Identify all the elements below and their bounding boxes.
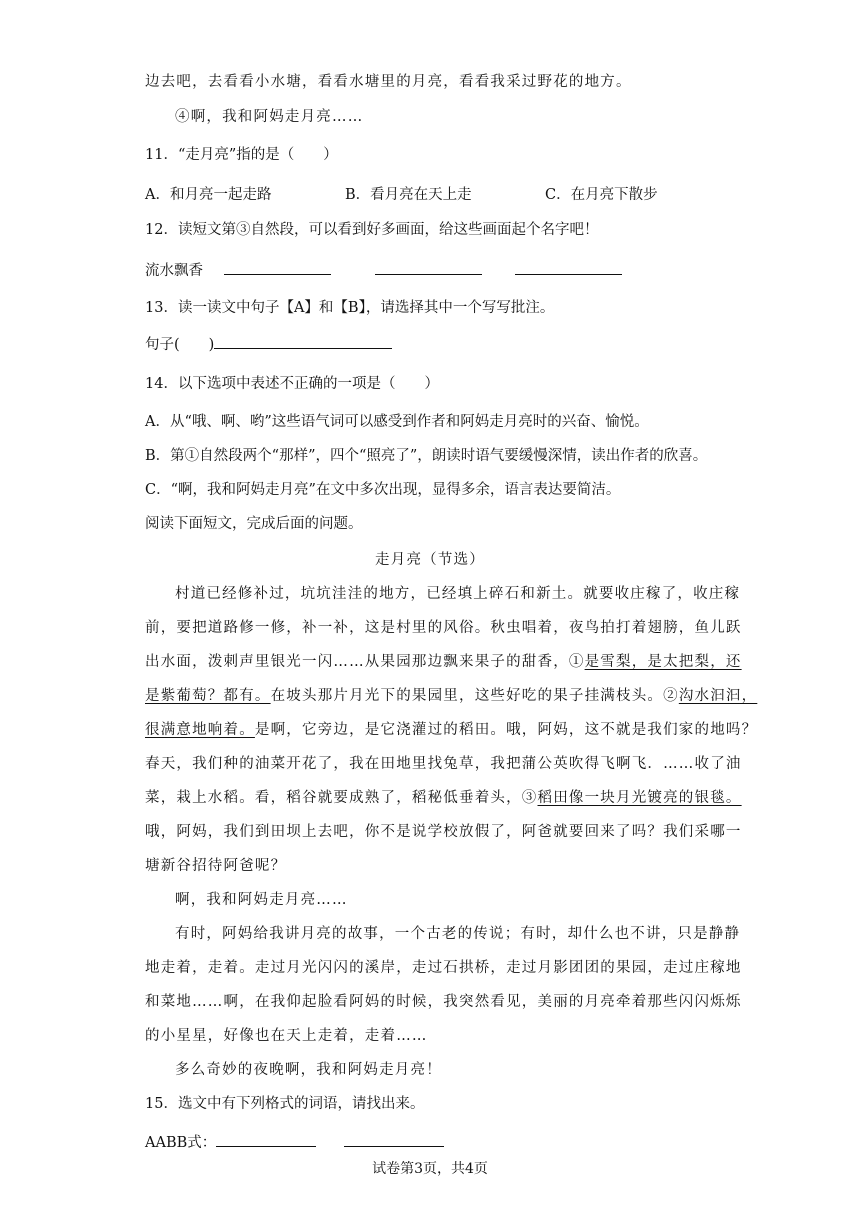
option-a[interactable]: A．和月亮一起走路 xyxy=(145,187,272,203)
underlined-sentence-1-end: 是紫葡萄？都有。 xyxy=(145,688,271,704)
answer-blank-2[interactable] xyxy=(375,260,482,275)
option-b[interactable]: B．看月亮在天上走 xyxy=(345,187,472,203)
passage-line xyxy=(145,686,757,706)
text-span: 是啊，它旁边，是它浇灌过的稻田。哦，阿妈，这不就是我们家的地吗？ xyxy=(254,722,758,738)
answer-blank-1[interactable] xyxy=(224,260,331,275)
underlined-sentence-1: 是雪梨，是太把梨，还 xyxy=(584,654,742,670)
underlined-sentence-2-end: 很满意地响着。 xyxy=(145,722,255,738)
passage-paragraph: 多么奇妙的夜晚啊，我和阿妈走月亮！ xyxy=(175,1062,442,1078)
answer-blank-1[interactable] xyxy=(216,1132,316,1147)
annotation-blank[interactable] xyxy=(214,334,392,349)
text-span: 出水面，泼刺声里银光一闪……从果园那边飘来果子的甜香，① xyxy=(145,654,585,670)
text-span: 在坡头那片月光下的果园里，这些好吃的果子挂满枝头。② xyxy=(270,688,679,704)
underlined-sentence-2: 沟水汩汩， xyxy=(678,688,758,704)
passage-line: 前，要把道路修一修，补一补，这是村里的风俗。秋虫唱着，夜鸟拍打着翅膀，鱼儿跃 xyxy=(145,620,742,636)
passage-paragraph-4: ④啊，我和阿妈走月亮…… xyxy=(175,109,364,125)
page-footer: 试卷第3页，共4页 xyxy=(372,1161,488,1177)
question-11-stem: 11．“走月亮”指的是（ ） xyxy=(145,147,338,163)
question-14-option-b[interactable]: B．第①自然段两个“那样”，四个“照亮了”，朗读时语气要缓慢深情，读出作者的欣喜。 xyxy=(145,448,708,464)
question-11-options xyxy=(145,185,658,205)
question-12-answer-row xyxy=(145,260,622,281)
passage-line: 的小星星，好像也在天上走着，走着…… xyxy=(145,1028,428,1044)
answer-blank-2[interactable] xyxy=(344,1132,444,1147)
passage-line xyxy=(145,652,742,672)
answer-blank-3[interactable] xyxy=(515,260,622,275)
passage-line xyxy=(145,720,757,740)
underlined-sentence-3: 稻田像一块月光镀亮的银毯。 xyxy=(537,790,742,806)
question-15-stem: 15．选文中有下列格式的词语，请找出来。 xyxy=(145,1096,425,1112)
text-span: 菜，栽上水稻。看，稻谷就要成熟了，稻秘低垂着头，③ xyxy=(145,790,538,806)
question-14-stem: 14．以下选项中表述不正确的一项是（ ） xyxy=(145,376,439,392)
question-14-option-a[interactable]: A．从“哦、啊、哟”这些语气词可以感受到作者和阿妈走月亮时的兴奋、愉悦。 xyxy=(145,414,649,430)
question-12-stem: 12．读短文第③自然段，可以看到好多画面，给这些画面起个名字吧！ xyxy=(145,222,599,238)
passage-line: 和菜地……啊，在我仰起脸看阿妈的时候，我突然看见，美丽的月亮牵着那些闪闪烁烁 xyxy=(145,994,742,1010)
option-c[interactable]: C．在月亮下散步 xyxy=(545,187,658,203)
passage-line xyxy=(145,788,742,808)
question-13-answer-row xyxy=(145,334,392,355)
example-title: 流水飘香 xyxy=(145,263,203,279)
passage-line: 地走着，走着。走过月光闪闪的溪岸，走过石拱桥，走过月影团团的果园，走过庄稼地 xyxy=(145,960,742,976)
passage-paragraph: 啊，我和阿妈走月亮…… xyxy=(175,892,348,908)
passage-line: 哦，阿妈，我们到田坝上去吧，你不是说学校放假了，阿爸就要回来了吗？我们采哪一 xyxy=(145,824,742,840)
reading-instruction: 阅读下面短文，完成后面的问题。 xyxy=(145,516,363,532)
passage-line: 塘新谷招待阿爸呢？ xyxy=(145,858,287,874)
passage-line: 边去吧，去看看小水塘，看看水塘里的月亮，看看我采过野花的地方。 xyxy=(145,74,632,90)
sentence-choice: 句子( ) xyxy=(145,337,215,353)
passage-line: 春天，我们种的油菜开花了，我在田地里找兔草，我把蒲公英吹得飞啊飞．……收了油 xyxy=(145,756,742,772)
passage-line: 有时，阿妈给我讲月亮的故事，一个古老的传说；有时，却什么也不讲，只是静静 xyxy=(175,926,741,942)
question-13-stem: 13．读一读文中句子【A】和【B】，请选择其中一个写写批注。 xyxy=(145,300,555,316)
passage-title: 走月亮（节选） xyxy=(375,552,485,568)
question-14-option-c[interactable]: C．“啊，我和阿妈走月亮”在文中多次出现，显得多余，语言表达要简洁。 xyxy=(145,482,621,498)
aabb-label: AABB式： xyxy=(145,1135,217,1151)
question-15-answer-row xyxy=(145,1132,444,1153)
passage-line: 村道已经修补过，坑坑洼洼的地方，已经填上碎石和新土。就要收庄稼了，收庄稼 xyxy=(175,586,741,602)
